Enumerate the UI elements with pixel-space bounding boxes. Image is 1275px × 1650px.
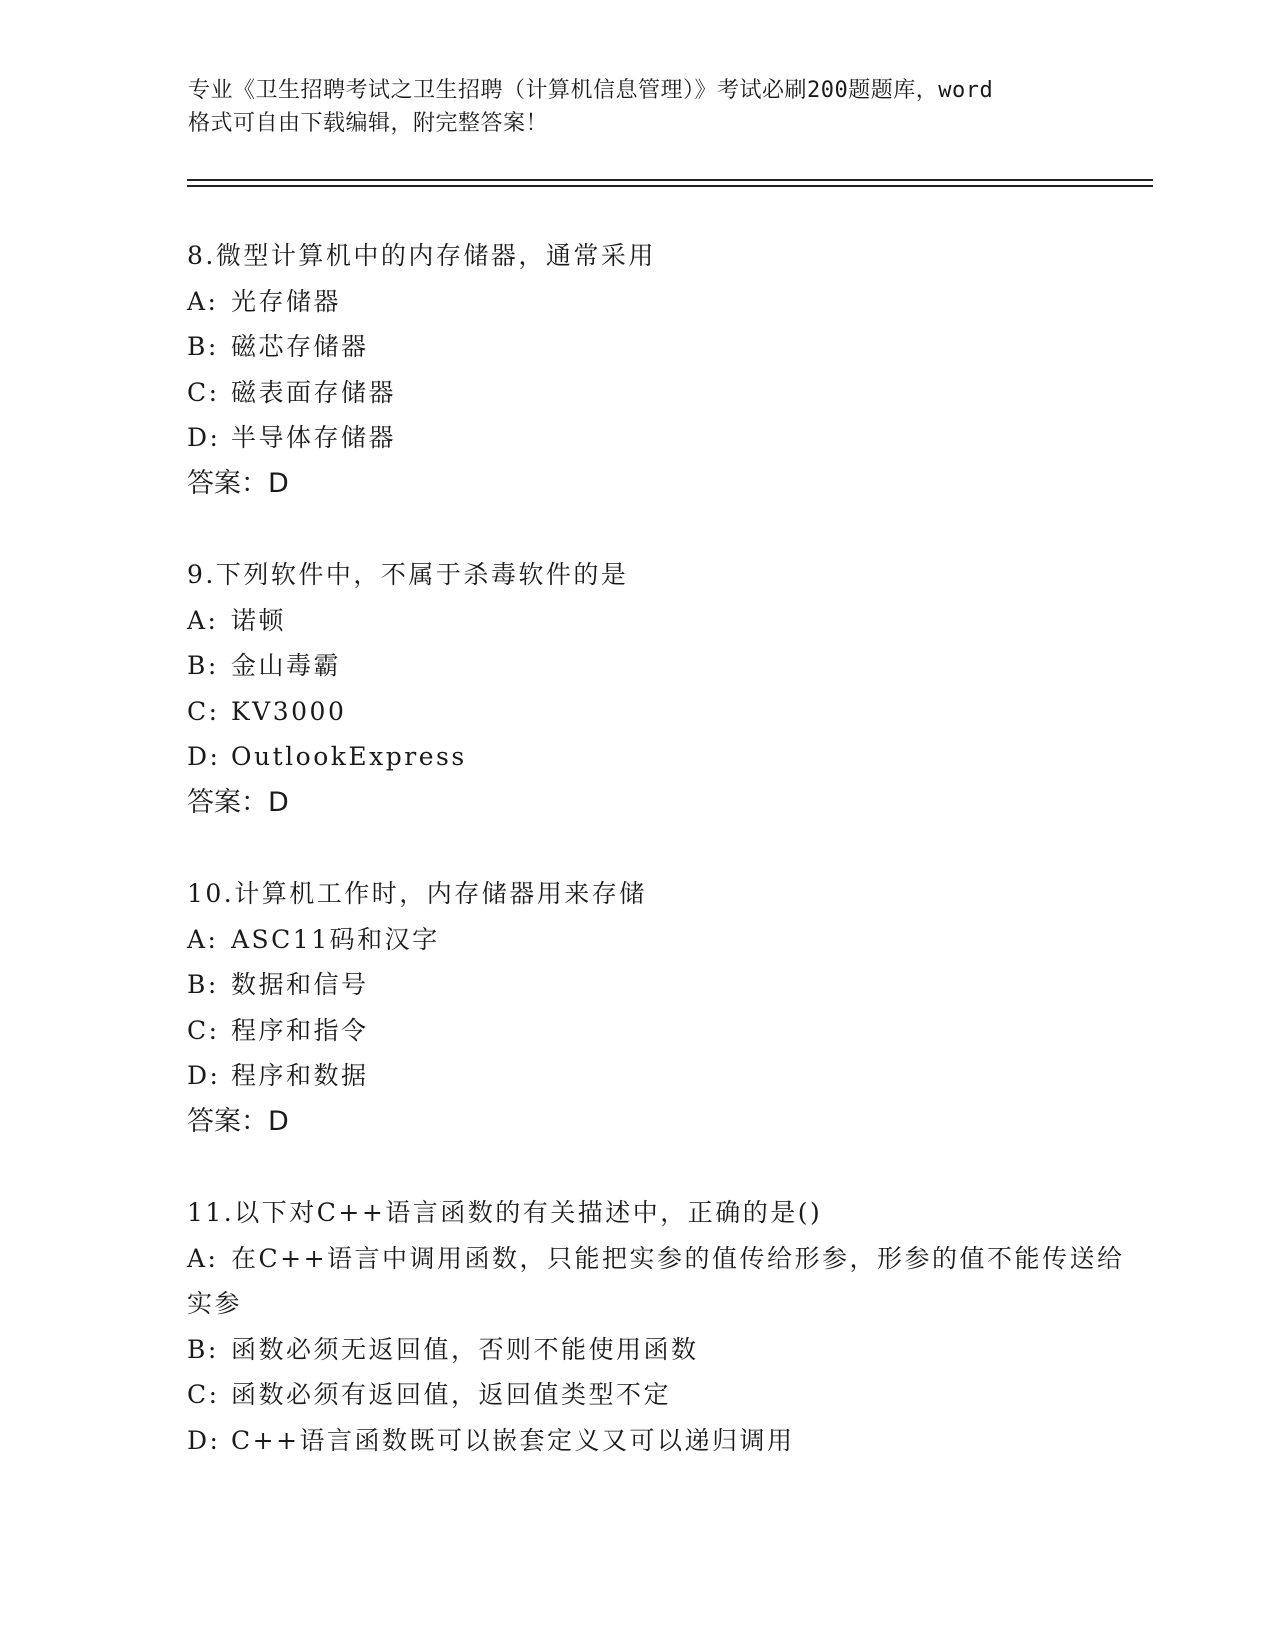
option-text: 数据和信号 [231,970,369,999]
option-text: 函数必须有返回值，返回值类型不定 [231,1380,672,1409]
option-text: 诺顿 [231,605,287,635]
option-text: 磁芯存储器 [231,332,369,361]
option-letter: B: [187,970,219,999]
header-divider-top [187,179,1153,181]
option-letter: D: [187,742,221,771]
option-letter: B: [187,651,219,680]
answer-line: 答案：D [187,467,289,499]
option-text: 函数必须无返回值，否则不能使用函数 [231,1334,699,1364]
option-letter: B: [187,332,219,361]
question-stem: 11.以下对C++语言函数的有关描述中，正确的是() [187,1198,823,1227]
option-a [187,1236,1127,1327]
answer-line: 答案：D [187,1105,289,1137]
option-text: 程序和数据 [231,1061,369,1090]
question-9 [187,552,1127,825]
question-8 [187,233,1127,506]
header-divider-bottom [187,185,1153,187]
option-letter: A: [187,924,219,954]
option-d [187,1418,1127,1464]
question-stem: 8.微型计算机中的内存储器，通常采用 [187,241,656,270]
option-a [187,917,1127,963]
option-letter: C: [187,1380,220,1409]
question-11 [187,1190,1127,1463]
option-c [187,1008,1127,1054]
option-a [187,598,1127,644]
answer-line: 答案：D [187,786,289,818]
document-header [188,74,1088,140]
header-line-2: 格式可自由下载编辑，附完整答案！ [188,111,549,136]
option-letter: D: [187,423,221,452]
option-letter: A: [187,605,219,635]
option-a [187,279,1127,325]
option-text: OutlookExpress [231,742,467,771]
option-d [187,734,1127,780]
option-b [187,643,1127,689]
option-b [187,324,1127,370]
option-letter: B: [187,1334,219,1364]
option-text: C++语言函数既可以嵌套定义又可以递归调用 [231,1425,795,1455]
option-b [187,962,1127,1008]
option-text: 半导体存储器 [231,423,397,452]
option-c [187,689,1127,735]
option-text: 光存储器 [231,286,342,316]
option-text: 金山毒霸 [231,651,342,680]
question-stem: 9.下列软件中，不属于杀毒软件的是 [187,560,629,589]
question-list [187,233,1127,1509]
option-c [187,1372,1127,1418]
option-letter: C: [187,377,220,407]
option-b [187,1327,1127,1373]
option-letter: C: [187,1015,220,1045]
question-stem: 10.计算机工作时，内存储器用来存储 [187,879,647,908]
option-letter: A: [187,286,219,316]
option-letter: D: [187,1061,221,1090]
option-text: 程序和指令 [231,1015,369,1045]
question-10 [187,871,1127,1144]
option-text: ASC11码和汉字 [231,924,440,954]
option-d [187,415,1127,461]
option-c [187,370,1127,416]
option-letter: A: [187,1243,219,1273]
option-text: KV3000 [231,696,347,726]
option-d [187,1053,1127,1099]
option-letter: C: [187,696,220,726]
option-text: 磁表面存储器 [231,377,397,407]
header-line-1: 专业《卫生招聘考试之卫生招聘（计算机信息管理）》考试必刷200题题库，word [188,78,994,103]
option-text: 在C++语言中调用函数，只能把实参的值传给形参，形参的值不能传送给实参 [187,1243,1125,1318]
option-letter: D: [187,1425,221,1455]
